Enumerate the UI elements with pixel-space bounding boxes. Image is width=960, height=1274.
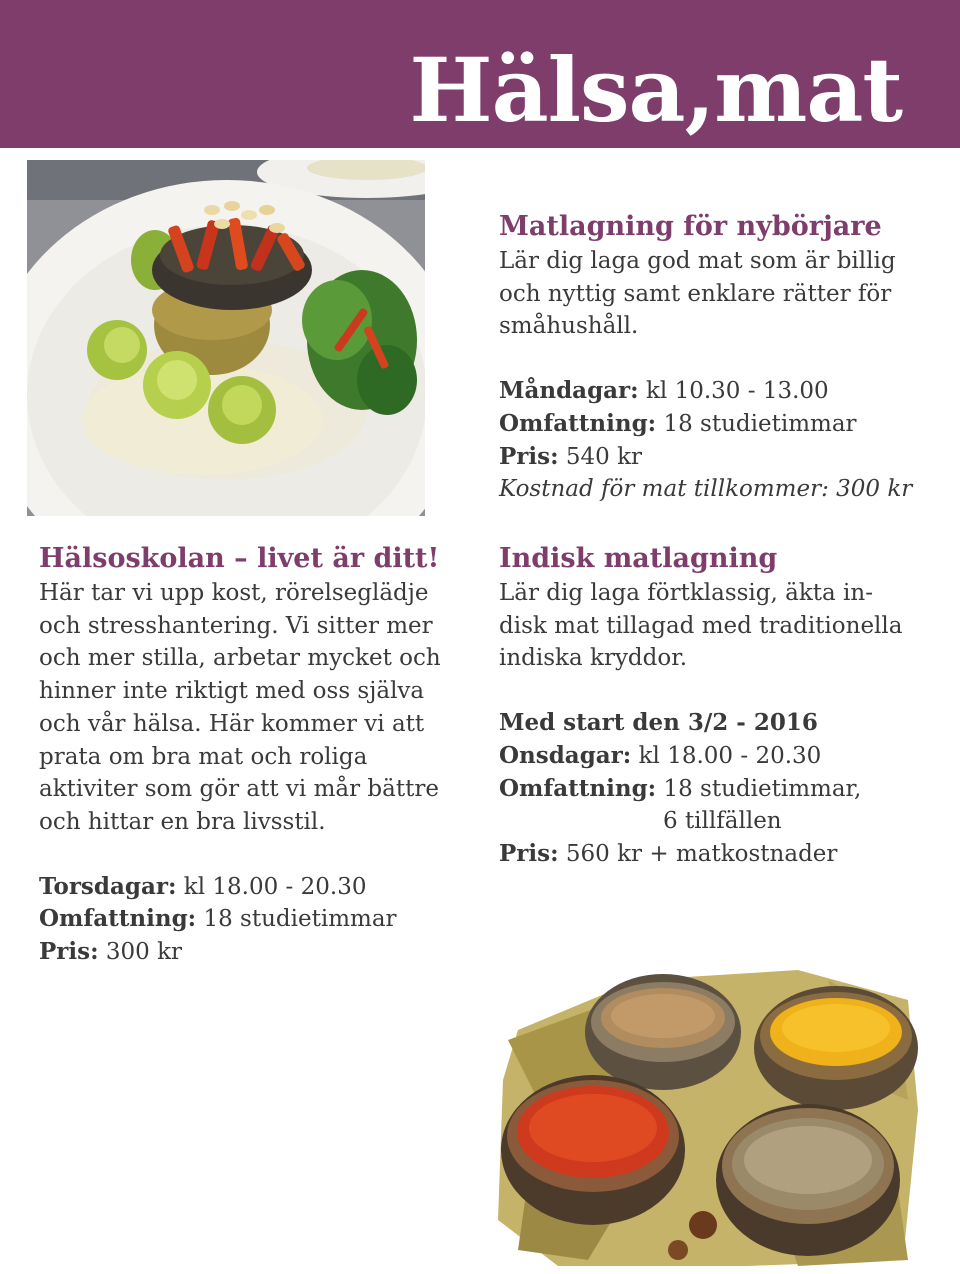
scope-value: 18 studietimmar <box>663 410 857 437</box>
course-schedule <box>39 871 459 904</box>
course-title: Matlagning för nybörjare <box>499 211 882 242</box>
day-value: kl 10.30 - 13.00 <box>645 378 829 405</box>
extra-cost-note: Kostnad för mat tillkommer: 300 kr <box>499 476 913 503</box>
course-description-line: Lär dig laga förtklassig, äkta in- <box>499 580 873 606</box>
course-schedule <box>499 375 939 408</box>
price-value: 300 kr <box>105 939 183 966</box>
price-label: Pris: <box>499 442 559 470</box>
course-description-line: disk mat tillagad med traditionella <box>499 612 903 639</box>
price-value: 560 kr + matkostnader <box>565 840 838 867</box>
scope-label: Omfattning: <box>499 774 657 802</box>
course-description-line: och stresshantering. Vi sitter mer <box>39 612 433 639</box>
course-scope <box>39 903 459 936</box>
price-value: 540 kr <box>565 443 643 470</box>
header-banner <box>0 0 960 148</box>
course-health-school <box>39 541 459 969</box>
course-description-line: och nyttig samt enklare rätter för <box>499 280 892 307</box>
course-description-line: prata om bra mat och roliga <box>39 743 368 770</box>
day-value: kl 18.00 - 20.30 <box>638 742 822 769</box>
scope-label: Omfattning: <box>39 905 197 933</box>
course-description-line: och vår hälsa. Här kommer vi att <box>39 710 425 737</box>
course-description-line: Här tar vi upp kost, rörelseglädje <box>39 580 429 606</box>
day-label: Onsdagar: <box>499 741 632 769</box>
day-label: Måndagar: <box>499 377 639 405</box>
course-description-line: indiska kryddor. <box>499 645 688 672</box>
course-description-line: aktiviter som gör att vi mår bättre <box>39 776 439 803</box>
course-scope <box>499 408 939 441</box>
scope-value: 18 studietimmar, <box>663 775 862 802</box>
scope-value: 18 studietimmar <box>203 906 397 933</box>
course-title: Indisk matlagning <box>499 543 778 574</box>
course-beginners <box>499 209 939 506</box>
course-start-date: Med start den 3/2 - 2016 <box>499 709 818 737</box>
price-label: Pris: <box>39 938 99 966</box>
course-price <box>499 441 939 474</box>
course-schedule <box>499 740 939 773</box>
day-label: Torsdagar: <box>39 872 177 900</box>
scope-label: Omfattning: <box>499 409 657 437</box>
course-description-line: småhushåll. <box>499 313 639 340</box>
scope-value-sessions: 6 tillfällen <box>663 808 782 835</box>
course-price <box>39 936 459 969</box>
course-description-line: hinner inte riktigt med oss själva <box>39 678 425 705</box>
spice-bowls-illustration <box>498 960 918 1266</box>
price-label: Pris: <box>499 839 559 867</box>
course-indian-cooking <box>499 541 939 871</box>
plated-food-illustration <box>27 160 425 516</box>
course-description-line: och hittar en bra livsstil. <box>39 808 326 835</box>
course-price <box>499 838 939 871</box>
day-value: kl 18.00 - 20.30 <box>183 873 367 900</box>
spice-bowls-photo <box>498 960 918 1266</box>
plated-food-photo <box>27 160 425 516</box>
course-description-line: och mer stilla, arbetar mycket och <box>39 645 441 672</box>
page-title: Hälsa,mat <box>409 38 902 142</box>
course-title: Hälsoskolan – livet är ditt! <box>39 543 440 574</box>
course-description-line: Lär dig laga god mat som är billig <box>499 248 896 274</box>
course-scope <box>499 773 939 806</box>
